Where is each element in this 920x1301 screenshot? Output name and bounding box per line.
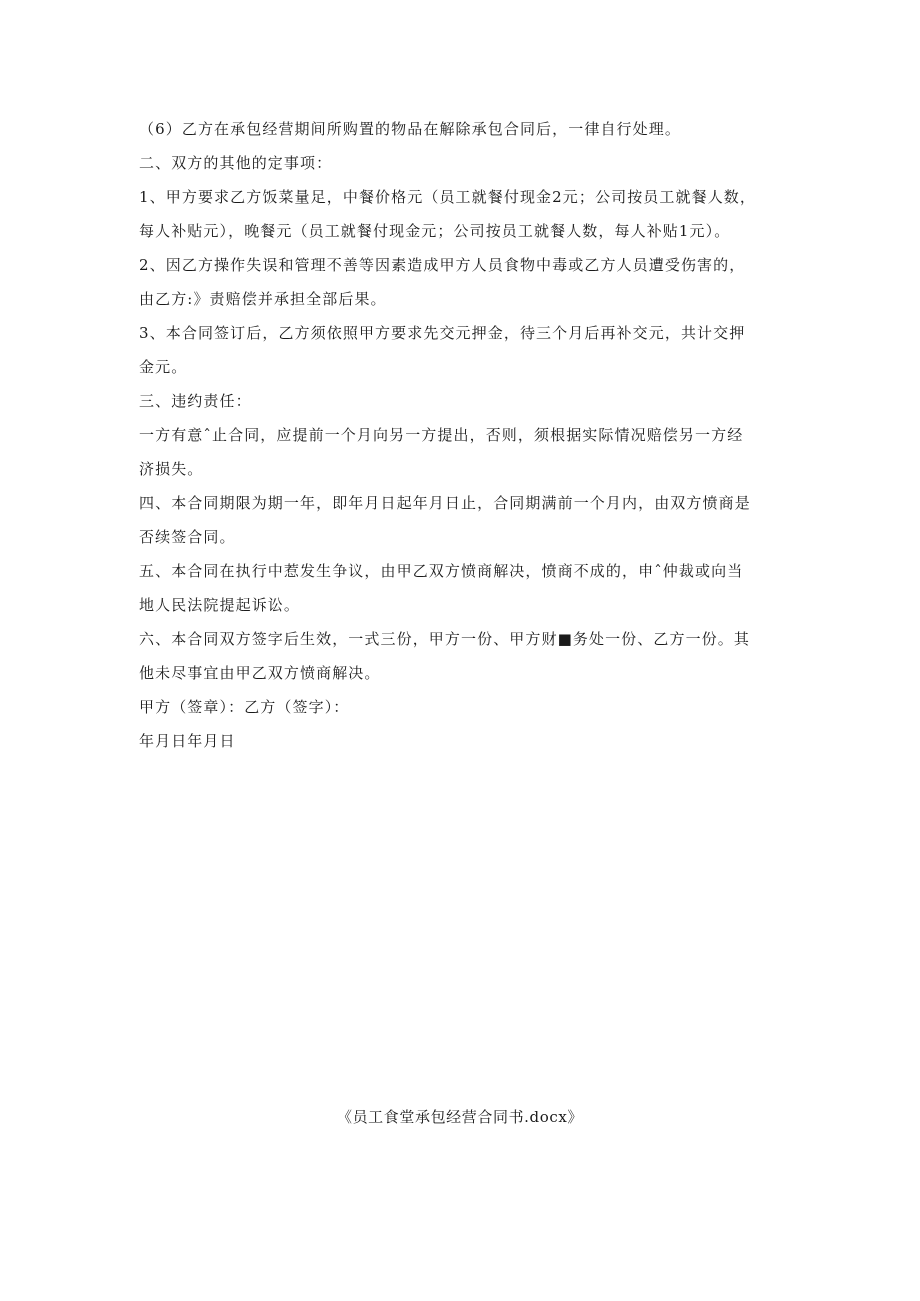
item-1-line-2: 每人补贴元），晚餐元（员工就餐付现金元；公司按员工就餐人数，每人补贴1元）。	[139, 222, 731, 240]
section-5-line-1: 五、本合同在执行中惹发生争议，由甲乙双方愤商解决，愤商不成的，申ˆ仲裁或向当	[139, 562, 744, 580]
document-footer-filename: 《员工食堂承包经营合同书.docx》	[336, 1108, 584, 1126]
item-3-line-1: 3、本合同签订后，乙方须依照甲方要求先交元押金，待三个月后再补交元，共计交押	[139, 324, 746, 342]
item-1-line-1: 1、甲方要求乙方饭菜量足，中餐价格元（员工就餐付现金2元；公司按员工就餐人数，	[139, 188, 756, 206]
section-5-line-2: 地人民法院提起诉讼。	[139, 596, 301, 614]
section-6-line-2: 他未尽事宜由甲乙双方愤商解决。	[139, 664, 381, 682]
section-2-heading: 二、双方的其他的定事项：	[139, 154, 333, 172]
item-3-line-2: 金元。	[139, 358, 188, 376]
section-3-heading: 三、违约责任：	[139, 392, 252, 410]
item-2-line-2: 由乙方:》责赔偿并承担全部后果。	[139, 290, 387, 308]
section-4-line-2: 否续签合同。	[139, 528, 236, 546]
section-6-line-1: 六、本合同双方签字后生效，一式三份，甲方一份、甲方财■务处一份、乙方一份。其	[139, 630, 750, 648]
section-4-line-1: 四、本合同期限为期一年，即年月日起年月日止，合同期满前一个月内，由双方愤商是	[139, 494, 751, 512]
item-2-line-1: 2、因乙方操作失误和管理不善等因素造成甲方人员食物中毒或乙方人员遭受伤害的，	[139, 256, 746, 274]
clause-6-line: （6）乙方在承包经营期间所购置的物品在解除承包合同后，一律自行处理。	[139, 120, 681, 138]
date-line: 年月日年月日	[139, 732, 236, 750]
breach-line-2: 济损失。	[139, 460, 204, 478]
document-body	[139, 112, 791, 758]
breach-line-1: 一方有意ˆ止合同，应提前一个月向另一方提出，否则，须根据实际情况赔偿另一方经	[139, 426, 744, 444]
signature-line: 甲方（签章）：乙方（签字）：	[139, 698, 350, 716]
